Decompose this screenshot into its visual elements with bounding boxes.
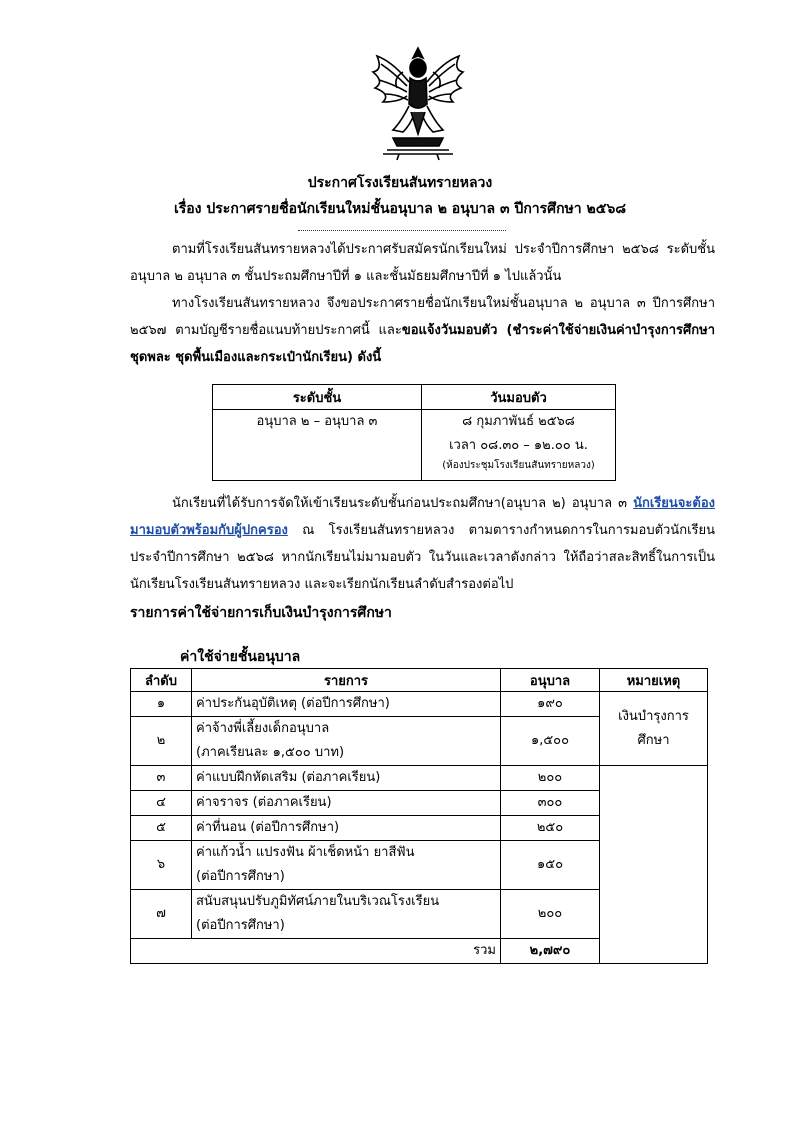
table-row: ๑ ค่าประกันอุบัติเหตุ (ต่อปีการศึกษา) ๑๙๐ เงินบำรุงการศึกษา (131, 692, 708, 717)
cell-report-date (422, 410, 616, 481)
fee-subtitle: ค่าใช้จ่ายชั้นอนุบาล (180, 649, 301, 665)
report-time: เวลา ๐๘.๓๐ – ๑๒.๐๐ น. (449, 438, 588, 453)
report-date: ๘ กุมภาพันธ์ ๒๕๖๘ (462, 414, 575, 429)
header-no: ลำดับ (131, 669, 192, 692)
paragraph-announce: ทางโรงเรียนสันทรายหลวง จึงขอประกาศรายชื่อนักเรียนใหม่ชั้นอนุบาล ๒ อนุบาล ๓ ปีการศึกษา ๒๕๖๗ ตามบัญชีรายชื่อแนบท้ายประกาศนี้ และขอแจ้งวันมอบตัว (ชำระค่าใช้จ่ายเงินค่าบำรุงการศึกษา ชุดพละ ชุดพื้นเมืองและกระเป๋านักเรียน) ดังนี้ (130, 296, 715, 365)
header-item: รายการ (192, 669, 501, 692)
paragraph-conditions: นักเรียนที่ได้รับการจัดให้เข้าเรียนระดับชั้นก่อนประถมศึกษา(อนุบาล ๒) อนุบาล ๓ นักเรียนจะต้องมามอบตัวพร้อมกับผู้ปกครอง ณ โรงเรียนสันทรายหลวง ตามตารางกำหนดการในการมอบตัวนักเรียน ประจำปีการศึกษา ๒๕๖๘ หากนักเรียนไม่มามอบตัว ในวันและเวลาดังกล่าว ให้ถือว่าสละสิทธิ์ในการเป็นนักเรียนโรงเรียนสันทรายหลวง และจะเรียกนักเรียนลำดับสำรองต่อไป (130, 496, 715, 592)
section-title: รายการค่าใช้จ่ายการเก็บเงินบำรุงการศึกษา (130, 605, 392, 621)
guardian-required-link[interactable]: นักเรียนจะต้องมามอบตัวพร้อมกับผู้ปกครอง (130, 496, 715, 538)
total-label: รวม (131, 939, 501, 964)
cell-level: อนุบาล ๒ – อนุบาล ๓ (213, 410, 422, 481)
note-empty-cell (600, 766, 708, 964)
table-row: ๕ ค่าที่นอน (ต่อปีการศึกษา) ๒๕๐ (131, 816, 708, 841)
garuda-emblem (363, 42, 473, 162)
report-place: (ห้องประชุมโรงเรียนสันทรายหลวง) (442, 460, 595, 471)
table-row: ๓ ค่าแบบฝึกหัดเสริม (ต่อภาคเรียน) ๒๐๐ (131, 766, 708, 791)
report-date-notice: ขอแจ้งวันมอบตัว (ชำระค่าใช้จ่ายเงินค่าบำรุงการศึกษา ชุดพละ ชุดพื้นเมืองและกระเป๋านักเรียน) ดังนี้ (130, 323, 715, 365)
table-row: ๒ ค่าจ้างพี่เลี้ยงเด็กอนุบาล (ภาคเรียนละ ๑,๕๐๐ บาท) ๑,๕๐๐ (131, 717, 708, 766)
paragraph-intro: ตามที่โรงเรียนสันทรายหลวงได้ประกาศรับสมัครนักเรียนใหม่ ประจำปีการศึกษา ๒๕๖๘ ระดับชั้นอนุบาล ๒ อนุบาล ๓ ชั้นประถมศึกษาปีที่ ๑ และชั้นมัธยมศึกษาปีที่ ๑ ไปแล้วนั้น (130, 242, 715, 284)
table-row: ๖ ค่าแก้วน้ำ แปรงฟัน ผ้าเช็ดหน้า ยาสีฟัน (ต่อปีการศึกษา) ๑๕๐ (131, 841, 708, 890)
header-amount: อนุบาล (501, 669, 600, 692)
note-cell: เงินบำรุงการศึกษา (600, 692, 708, 766)
report-schedule-table (212, 384, 616, 481)
fee-table (130, 668, 708, 964)
header-report-date: วันมอบตัว (422, 385, 616, 410)
header-note: หมายเหตุ (600, 669, 708, 692)
dotted-divider (298, 230, 506, 231)
total-amount: ๒,๗๙๐ (501, 939, 600, 964)
table-row: ๔ ค่าจราจร (ต่อภาคเรียน) ๓๐๐ (131, 791, 708, 816)
header-level: ระดับชั้น (213, 385, 422, 410)
table-row: ๗ สนับสนุนปรับภูมิทัศน์ภายในบริเวณโรงเรียน (ต่อปีการศึกษา) ๒๐๐ (131, 890, 708, 939)
announcement-title: ประกาศโรงเรียนสันทรายหลวง (307, 175, 493, 191)
announcement-subject: เรื่อง ประกาศรายชื่อนักเรียนใหม่ชั้นอนุบาล ๒ อนุบาล ๓ ปีการศึกษา ๒๕๖๘ (173, 201, 627, 217)
